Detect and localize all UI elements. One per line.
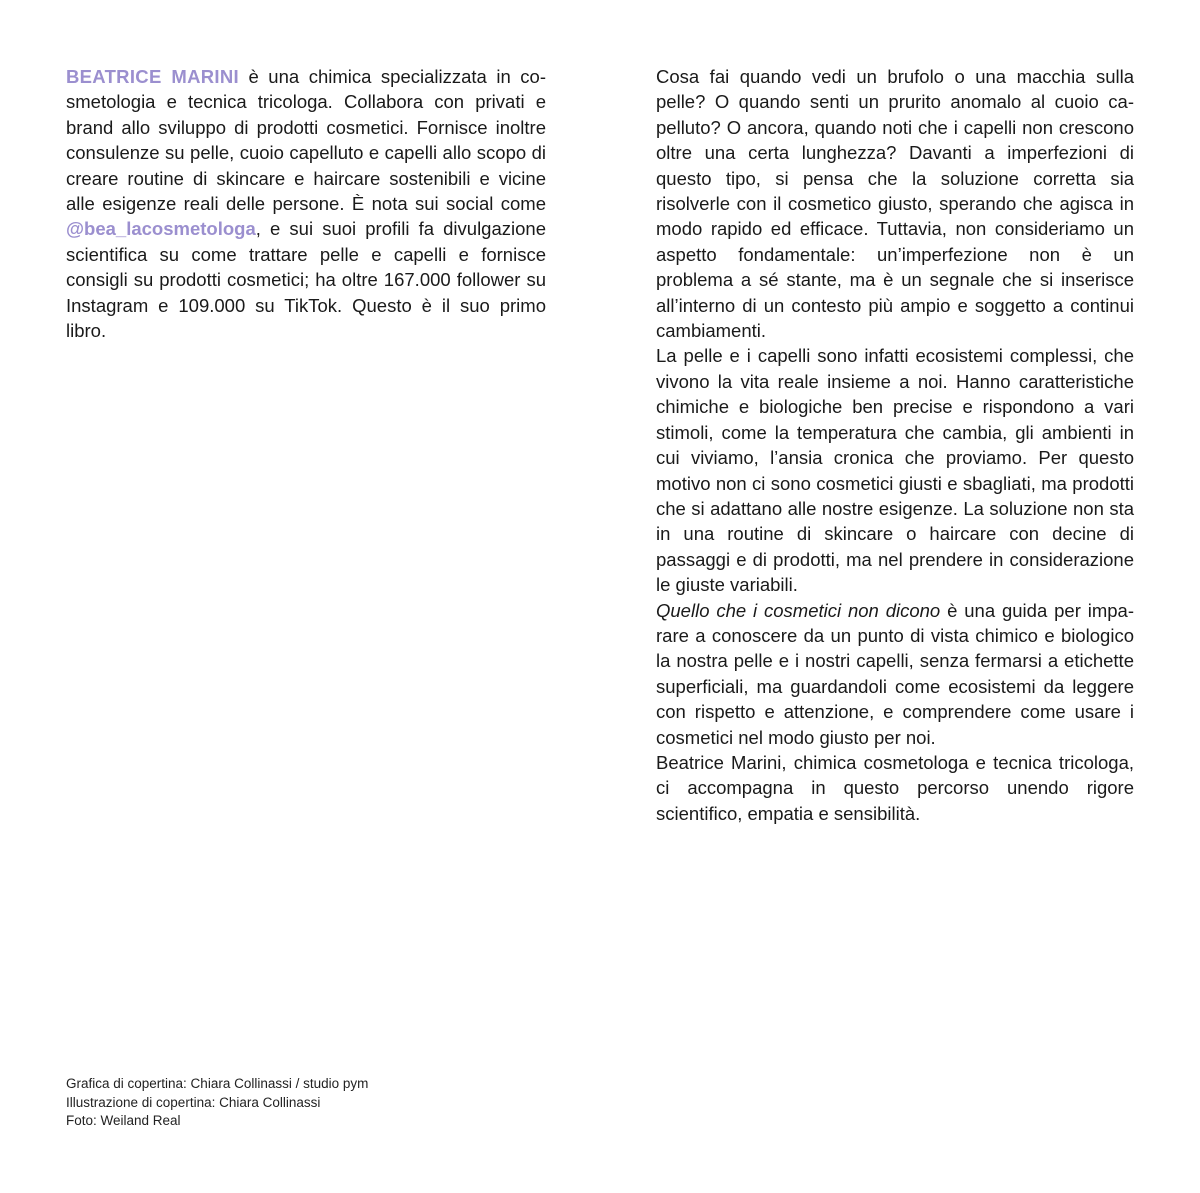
author-bio: [66, 64, 546, 343]
blurb-paragraph-2: La pelle e i capelli sono infatti ecosistemi complessi, che vivono la vita reale insieme a noi. Hanno caratteristiche chimiche e biologiche ben precise e rispondono a vari stimoli, come la temperatura che cambia, gli ambienti in cui viviamo, l’ansia cronica che proviamo. Per questo motivo non ci sono cosmetici giusti e sbagliati, ma prodotti che si adattano alle nostre esigenze. La soluzione non sta in una routine di skincare o haircare con decine di passaggi e di prodotti, ma nel prendere in considerazione le giuste variabili.: [656, 345, 1134, 596]
author-bio-text-1: è una chimica specializzata in cosmetologia e tecnica tricologa. Collabora con privati e brand allo sviluppo di prodotti cosmetici. Fornisce inoltre consulenze su pelle, cuoio capelluto e capelli allo scopo di creare routine di skincare e haircare sostenibili e vicine alle esigenze reali delle persone. È nota sui social come: [66, 66, 546, 215]
blurb-paragraph-4: Beatrice Marini, chimica cosmetologa e tecnica tricologa, ci accompagna in questo percorso unendo rigore scientifico, empatia e sensibilità.: [656, 751, 1134, 824]
blurb-paragraph-3-text: è una guida per imparare a conoscere da un punto di vista chimico e biologico la nostra pelle e i nostri capelli, senza fermarsi a etichette superficiali, ma guardandoli come ecosistemi da leggere con rispetto e attenzione, e comprendere come usare i cosmetici nel modo giusto per noi.: [656, 599, 1134, 748]
social-handle: @bea_lacosmetologa: [66, 218, 256, 240]
blurb-paragraph-3: [656, 598, 1134, 750]
author-bio-text-2: , e sui suoi profili fa divulgazione scientifica su come trattare pelle e capelli e fornisce consigli su prodotti cosmetici; ha oltre 167.000 follower su Instagram e 109.000 su TikTok. Questo è il suo primo libro.: [66, 218, 546, 342]
credit-cover-design: Grafica di copertina: Chiara Collinassi / studio pym: [66, 1076, 369, 1091]
author-name: BEATRICE MARINI: [66, 66, 239, 87]
blurb-paragraph-1: Cosa fai quando vedi un brufolo o una macchia sulla pelle? O quando senti un prurito anomalo al cuoio capelluto? O ancora, quando noti che i capelli non crescono oltre una certa lunghezza? Davanti a imperfezioni di questo tipo, si pensa che la soluzione corretta sia risolverle con il cosmetico giusto, sperando che agisca in modo rapido ed efficace. Tuttavia, non consideriamo un aspetto fondamentale: un’imperfezione non è un problema a sé stante, ma è un segnale che si inserisce all’interno di un contesto più ampio e soggetto a continui cambiamenti.: [656, 66, 1134, 342]
book-blurb: [656, 64, 1134, 826]
author-bio-paragraph: [66, 64, 546, 343]
credit-cover-illustration: Illustrazione di copertina: Chiara Collinassi: [66, 1094, 321, 1110]
credit-photo: Foto: Weiland Real: [66, 1113, 181, 1128]
book-title: Quello che i cosmetici non dicono: [656, 599, 941, 621]
cover-credits: [66, 1075, 368, 1131]
